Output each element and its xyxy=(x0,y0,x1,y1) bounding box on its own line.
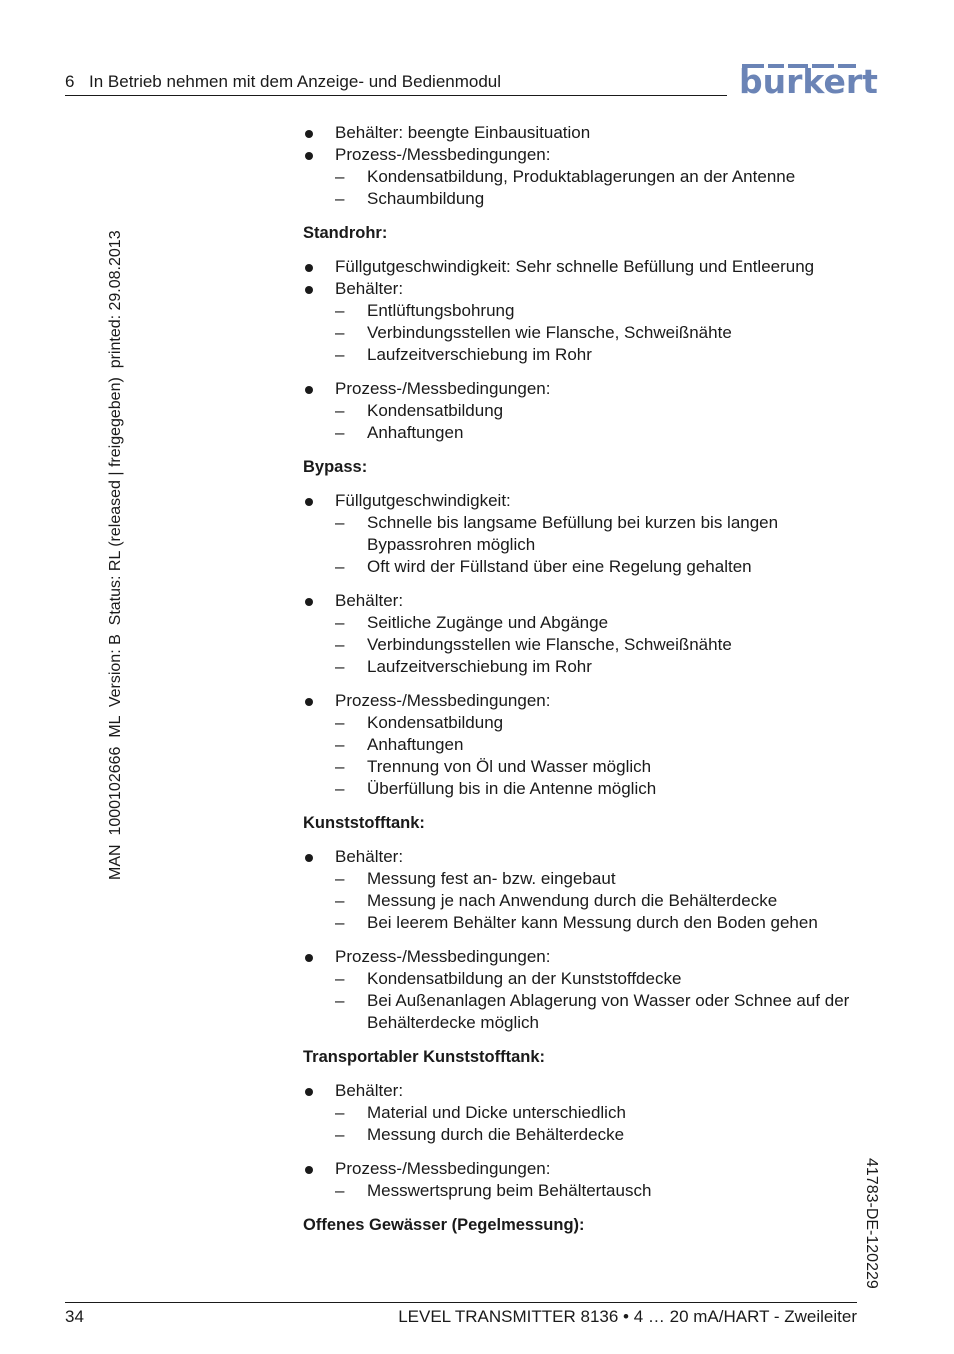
footer-title: LEVEL TRANSMITTER 8136 • 4 … 20 mA/HART - Zweileiter xyxy=(398,1307,857,1326)
sub-list-item-text: Trennung von Öl und Wasser möglich xyxy=(367,757,652,776)
bullet-group xyxy=(303,846,863,934)
brand-logo: burkert xyxy=(739,62,878,101)
document-code: 41783-DE-120229 xyxy=(863,1158,880,1289)
sub-list-item-text: Anhaftungen xyxy=(367,423,464,442)
list-item xyxy=(303,946,863,968)
sub-list-item-text: Schnelle bis langsame Befüllung bei kurzen bis langen Bypassrohren möglich xyxy=(367,513,779,554)
sub-list-item xyxy=(303,422,863,444)
sub-list-item-text: Kondensatbildung xyxy=(367,401,504,420)
bullet-icon xyxy=(305,598,313,606)
sub-list-item xyxy=(303,778,863,800)
dash-icon: – xyxy=(335,345,345,364)
section-heading: Standrohr: xyxy=(303,224,388,242)
bullet-icon xyxy=(305,1166,313,1174)
sub-list-item-text: Bei leerem Behälter kann Messung durch den Boden gehen xyxy=(367,913,818,932)
bullet-group xyxy=(303,1158,863,1202)
dash-icon: – xyxy=(335,1103,345,1122)
dash-icon: – xyxy=(335,913,345,932)
sub-list-item-text: Oft wird der Füllstand über eine Regelung gehalten xyxy=(367,557,752,576)
document-status-note: MAN 1000102666 ML Version: B Status: RL (released | freigegeben) printed: 29.08.2013 xyxy=(107,230,124,880)
bullet-icon xyxy=(305,498,313,506)
bullet-icon xyxy=(305,152,313,160)
chapter-title: In Betrieb nehmen mit dem Anzeige- und Bedienmodul xyxy=(89,72,502,91)
dash-icon: – xyxy=(335,991,345,1010)
dash-icon: – xyxy=(335,167,345,186)
sub-list-item xyxy=(303,556,863,578)
list-item xyxy=(303,490,863,512)
sub-list-item xyxy=(303,322,863,344)
bullet-icon xyxy=(305,854,313,862)
dash-icon: – xyxy=(335,969,345,988)
sub-list-item-text: Seitliche Zugänge und Abgänge xyxy=(367,613,609,632)
list-item xyxy=(303,1080,863,1102)
bullet-icon xyxy=(305,1088,313,1096)
sub-list-item xyxy=(303,990,863,1034)
sub-list-item xyxy=(303,400,863,422)
section-heading: Kunststofftank: xyxy=(303,814,425,832)
section-heading: Offenes Gewässer (Pegelmessung): xyxy=(303,1216,585,1234)
bullet-icon xyxy=(305,386,313,394)
list-item xyxy=(303,846,863,868)
bullet-icon xyxy=(305,264,313,272)
sub-list-item-text: Messung durch die Behälterdecke xyxy=(367,1125,625,1144)
bullet-group xyxy=(303,1080,863,1146)
dash-icon: – xyxy=(335,757,345,776)
sub-list-item xyxy=(303,1124,863,1146)
list-item xyxy=(303,690,863,712)
dash-icon: – xyxy=(335,189,345,208)
list-item xyxy=(303,122,863,144)
list-item xyxy=(303,378,863,400)
sub-list-item xyxy=(303,890,863,912)
main-content xyxy=(303,122,863,1248)
sub-list-item xyxy=(303,734,863,756)
bullet-group xyxy=(303,122,863,210)
bullet-group xyxy=(303,256,863,366)
sub-list-item-text: Messwertsprung beim Behältertausch xyxy=(367,1181,652,1200)
dash-icon: – xyxy=(335,657,345,676)
list-item xyxy=(303,144,863,166)
list-item xyxy=(303,590,863,612)
list-item xyxy=(303,278,863,300)
dash-icon: – xyxy=(335,513,345,532)
sub-list-item-text: Anhaftungen xyxy=(367,735,464,754)
dash-icon: – xyxy=(335,735,345,754)
sub-list-item-text: Messung fest an- bzw. eingebaut xyxy=(367,869,616,888)
sub-list-item xyxy=(303,344,863,366)
sub-list-item xyxy=(303,968,863,990)
sub-list-item xyxy=(303,1180,863,1202)
sub-list-item-text: Material und Dicke unterschiedlich xyxy=(367,1103,626,1122)
section-heading: Bypass: xyxy=(303,458,368,476)
sub-list-item-text: Verbindungsstellen wie Flansche, Schweißnähte xyxy=(367,323,732,342)
sub-list-item-text: Überfüllung bis in die Antenne möglich xyxy=(367,779,657,798)
dash-icon: – xyxy=(335,713,345,732)
list-item-text: Behälter: xyxy=(335,847,404,866)
sub-list-item xyxy=(303,756,863,778)
dash-icon: – xyxy=(335,1125,345,1144)
bullet-group xyxy=(303,590,863,678)
running-header xyxy=(65,71,727,96)
list-item-text: Prozess-/Messbedingungen: xyxy=(335,691,551,710)
bullet-group xyxy=(303,690,863,800)
sub-list-item-text: Schaumbildung xyxy=(367,189,485,208)
sub-list-item-text: Verbindungsstellen wie Flansche, Schweißnähte xyxy=(367,635,732,654)
footer-divider xyxy=(65,1302,857,1303)
list-item-text: Behälter: xyxy=(335,279,404,298)
dash-icon: – xyxy=(335,323,345,342)
bullet-group xyxy=(303,378,863,444)
sub-list-item-text: Kondensatbildung, Produktablagerungen an der Antenne xyxy=(367,167,796,186)
dash-icon: – xyxy=(335,869,345,888)
dash-icon: – xyxy=(335,1181,345,1200)
bullet-group xyxy=(303,490,863,578)
sub-list-item-text: Entlüftungsbohrung xyxy=(367,301,515,320)
bullet-icon xyxy=(305,286,313,294)
list-item-text: Prozess-/Messbedingungen: xyxy=(335,145,551,164)
sub-list-item-text: Laufzeitverschiebung im Rohr xyxy=(367,657,592,676)
list-item-text: Behälter: xyxy=(335,591,404,610)
list-item-text: Prozess-/Messbedingungen: xyxy=(335,1159,551,1178)
sub-list-item xyxy=(303,634,863,656)
sub-list-item xyxy=(303,912,863,934)
dash-icon: – xyxy=(335,301,345,320)
sub-list-item xyxy=(303,868,863,890)
bullet-group xyxy=(303,946,863,1034)
list-item xyxy=(303,256,863,278)
list-item-text: Prozess-/Messbedingungen: xyxy=(335,379,551,398)
list-item-text: Behälter: beengte Einbausituation xyxy=(335,123,591,142)
sub-list-item-text: Messung je nach Anwendung durch die Behälterdecke xyxy=(367,891,778,910)
list-item xyxy=(303,1158,863,1180)
sub-list-item xyxy=(303,612,863,634)
sub-list-item-text: Bei Außenanlagen Ablagerung von Wasser oder Schnee auf der Behälterdecke möglich xyxy=(367,991,850,1032)
page-number: 34 xyxy=(65,1307,84,1326)
sub-list-item xyxy=(303,300,863,322)
bullet-icon xyxy=(305,698,313,706)
list-item-text: Füllgutgeschwindigkeit: Sehr schnelle Befüllung und Entleerung xyxy=(335,257,815,276)
dash-icon: – xyxy=(335,891,345,910)
dash-icon: – xyxy=(335,613,345,632)
sub-list-item xyxy=(303,512,863,556)
sub-list-item-text: Kondensatbildung xyxy=(367,713,504,732)
sub-list-item xyxy=(303,656,863,678)
sub-list-item xyxy=(303,1102,863,1124)
dash-icon: – xyxy=(335,423,345,442)
section-heading: Transportabler Kunststofftank: xyxy=(303,1048,546,1066)
dash-icon: – xyxy=(335,557,345,576)
list-item-text: Füllgutgeschwindigkeit: xyxy=(335,491,511,510)
list-item-text: Prozess-/Messbedingungen: xyxy=(335,947,551,966)
list-item-text: Behälter: xyxy=(335,1081,404,1100)
dash-icon: – xyxy=(335,779,345,798)
bullet-icon xyxy=(305,130,313,138)
sub-list-item xyxy=(303,166,863,188)
sub-list-item xyxy=(303,188,863,210)
bullet-icon xyxy=(305,954,313,962)
sub-list-item xyxy=(303,712,863,734)
dash-icon: – xyxy=(335,635,345,654)
sub-list-item-text: Kondensatbildung an der Kunststoffdecke xyxy=(367,969,682,988)
chapter-number: 6 xyxy=(65,72,75,91)
sub-list-item-text: Laufzeitverschiebung im Rohr xyxy=(367,345,592,364)
dash-icon: – xyxy=(335,401,345,420)
